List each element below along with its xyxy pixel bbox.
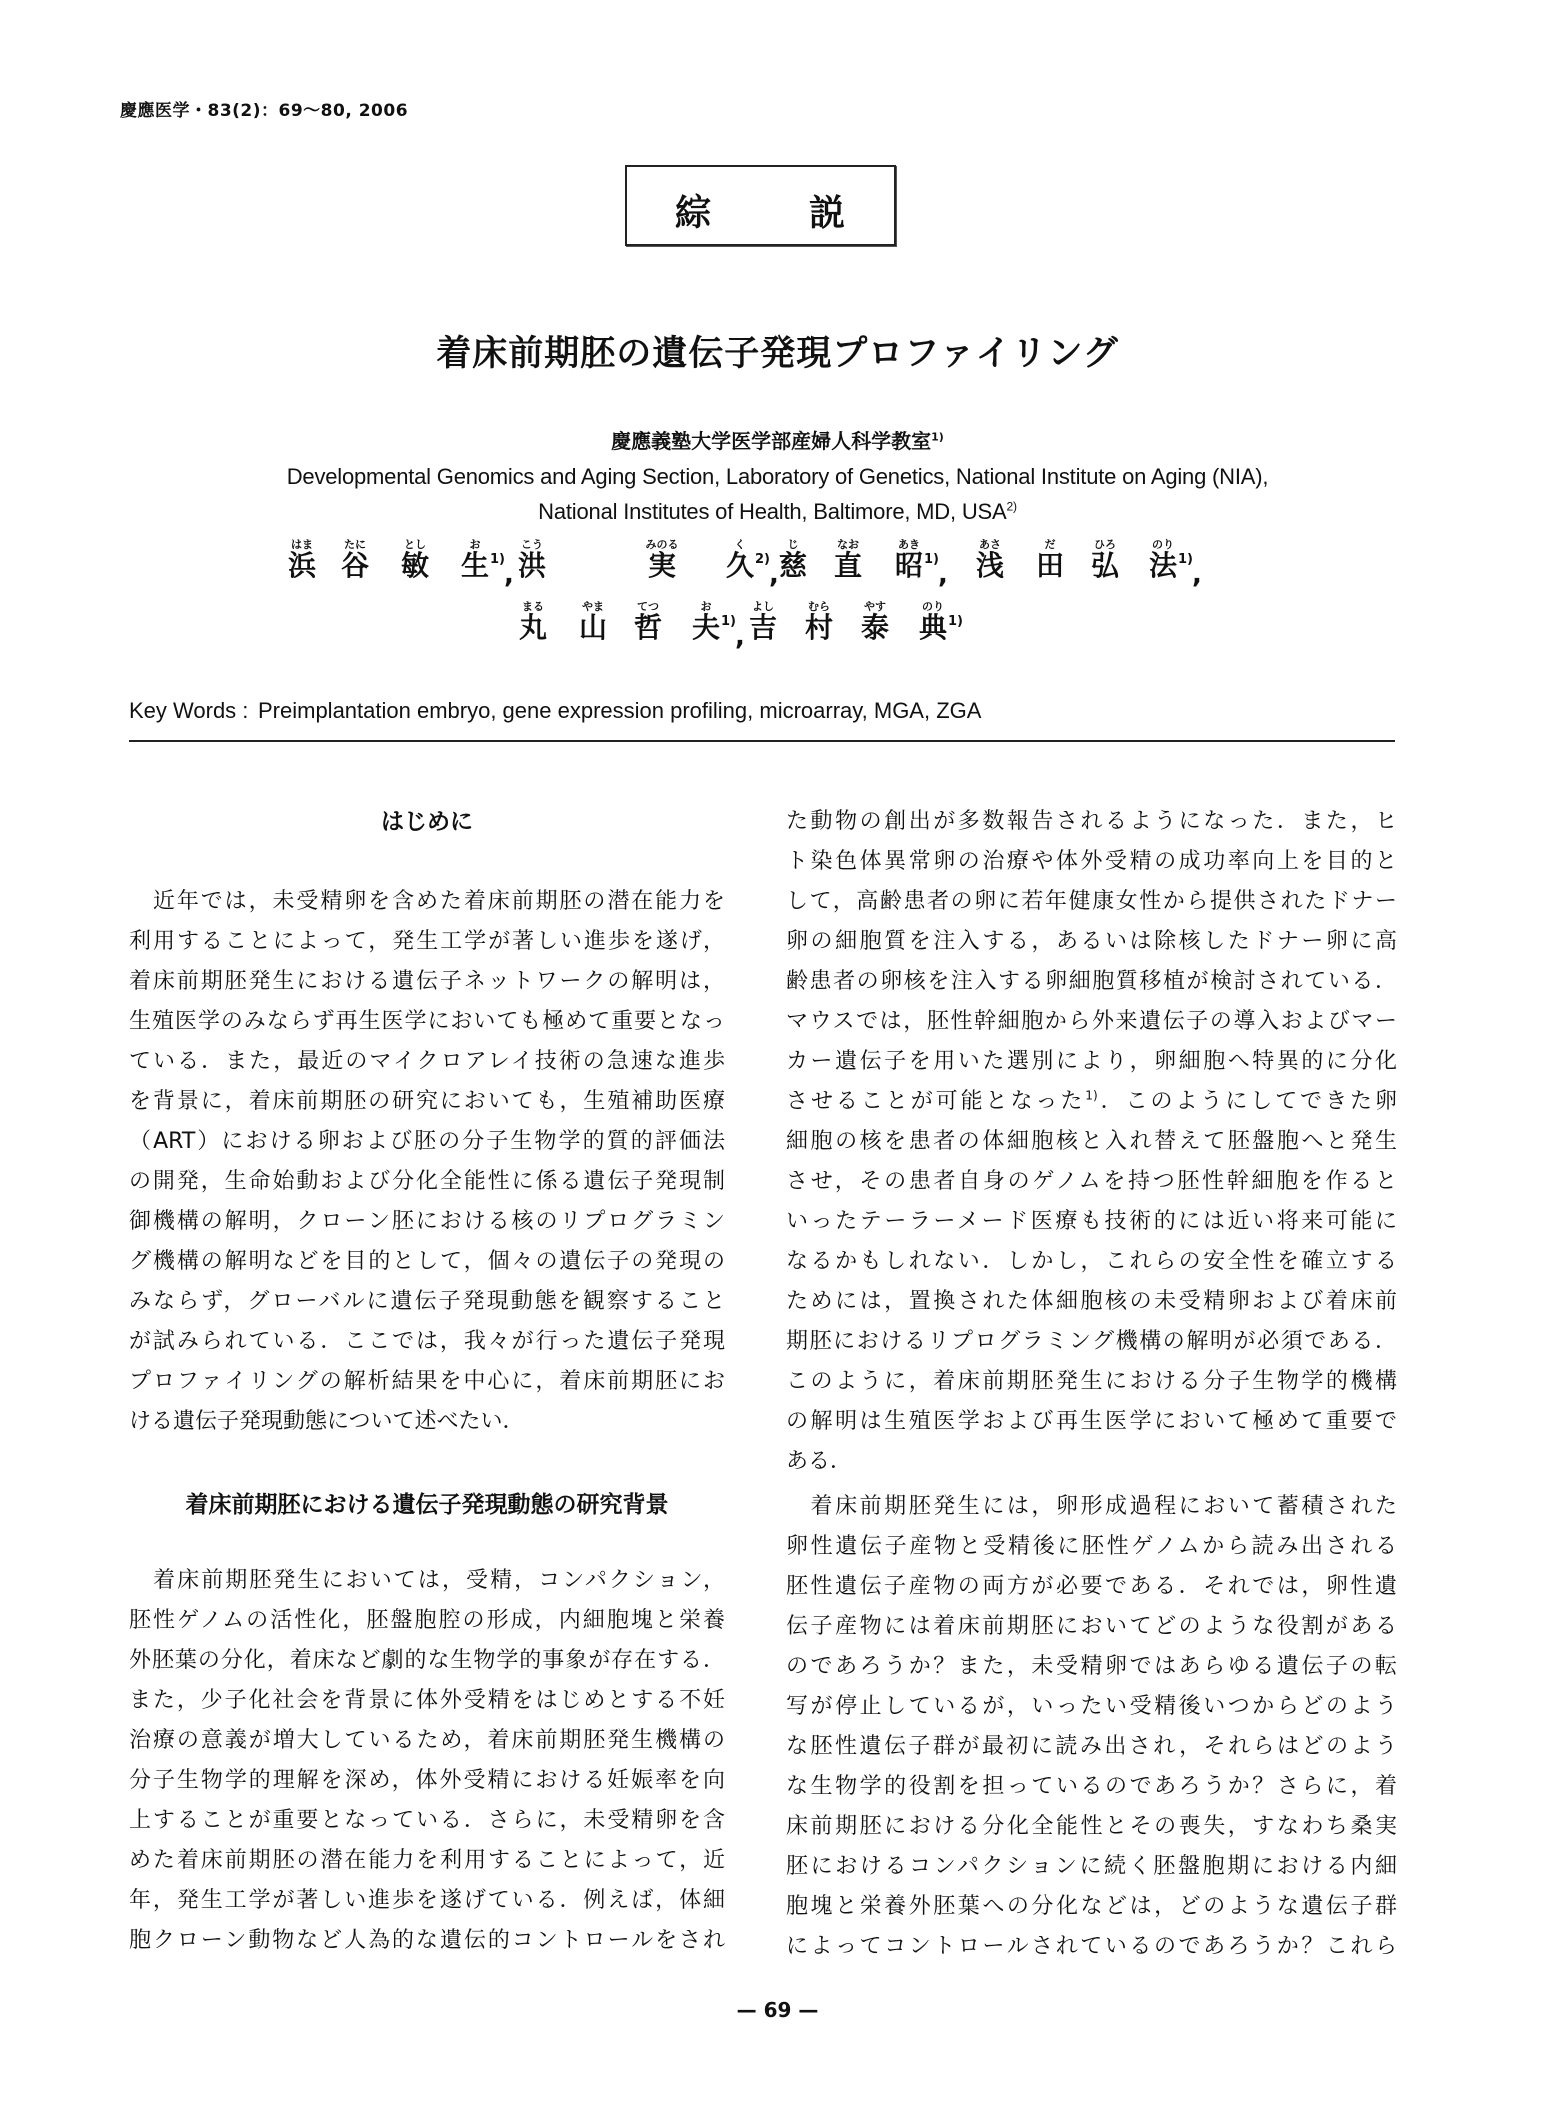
author-name-char [913, 600, 953, 643]
author-name-char [855, 600, 895, 643]
text-line: 写が停止しているが，いったい受精後いつからどのよう [786, 1694, 1397, 1719]
kanji: 洪 [517, 549, 546, 582]
furigana: みのる [645, 538, 679, 551]
furigana: だ [1044, 538, 1056, 551]
author-name-char [642, 538, 682, 581]
affiliation-marker: 2) [755, 552, 770, 567]
furigana: やす [864, 600, 886, 613]
kanji: 夫 [691, 611, 720, 644]
kanji: 丸 [518, 611, 547, 644]
text-line: 着床前期胚発生における遺伝子ネットワークの解明は， [129, 969, 725, 994]
affiliation-marker: 2) [1006, 499, 1017, 514]
furigana: あさ [979, 538, 1001, 551]
kanji: 浜 [287, 549, 316, 582]
text-line: 卵性遺伝子産物と受精後に胚性ゲノムから読み出される [786, 1534, 1397, 1559]
furigana: じ [787, 538, 799, 551]
paragraph-background-2 [786, 1487, 1397, 1967]
article-title: 着床前期胚の遺伝子発現プロファイリング [436, 334, 1119, 374]
text-line: プロファイリングの解析結果を中心に，着床前期胚にお [129, 1369, 725, 1394]
section-heading-background: 着床前期胚における遺伝子発現動態の研究背景 [185, 1492, 669, 1518]
text-line: めた着床前期胚の潜在能力を利用することによって，近 [129, 1848, 725, 1873]
text-line: 利用することによって，発生工学が著しい進歩を遂げ， [129, 929, 725, 954]
author-name-char [282, 538, 322, 581]
text-line: ある． [786, 1449, 853, 1474]
kanji: 法 [1148, 549, 1177, 582]
text-line: ト染色体異常卵の治療や体外受精の成功率向上を目的と [786, 849, 1397, 874]
affiliation-en-line2 [0, 499, 1555, 525]
text-line: 近年では，未受精卵を含めた着床前期胚の潜在能力を [129, 889, 725, 914]
text-line: 生殖医学のみならず再生医学においても極めて重要となっ [129, 1009, 725, 1034]
author-name-char [395, 538, 435, 581]
page-number: — 69 — [736, 1998, 819, 2022]
author-name-char [686, 600, 726, 643]
text-line: 胞クローン動物など人為的な遺伝的コントロールをされ [129, 1928, 725, 1953]
text-line: （ART）における卵および胚の分子生物学的質的評価法 [129, 1129, 725, 1154]
text-line: させ，その患者自身のゲノムを持つ胚性幹細胞を作ると [786, 1169, 1397, 1194]
author-separator: , [735, 622, 745, 652]
text-line: 胚性ゲノムの活性化，胚盤胞腔の形成，内細胞塊と栄養 [129, 1608, 725, 1633]
author-name-char [1030, 538, 1070, 581]
author-name-char [1143, 538, 1183, 581]
text-line: な胚性遺伝子群が最初に読み出され，それらはどのよう [786, 1734, 1397, 1759]
kanji: 久 [725, 549, 754, 582]
kanji: 浅 [975, 549, 1004, 582]
journal-citation: 慶應医学・83(2)：69～80, 2006 [120, 101, 409, 121]
text-line: を背景に，着床前期胚の研究においても，生殖補助医療 [129, 1089, 725, 1114]
citation-marker: 1) [1085, 1088, 1098, 1103]
author-name-char [573, 600, 613, 643]
keywords-value: Preimplantation embryo, gene expression profiling, microarray, MGA, ZGA [258, 698, 982, 723]
text-line: なるかもしれない．しかし，これらの安全性を確立する [786, 1249, 1397, 1274]
author-separator: , [504, 560, 514, 590]
author-name-char [512, 538, 552, 581]
affiliation-marker: 1) [490, 552, 505, 567]
kanji: 谷 [340, 549, 369, 582]
text-line: な生物学的役割を担っているのであろうか？さらに，着 [786, 1774, 1397, 1799]
article-category-char: 綜 [675, 193, 712, 234]
text-line: 卵の細胞質を注入する，あるいは除核したドナー卵に高 [786, 929, 1397, 954]
affiliation-marker: 1) [924, 552, 939, 567]
keywords-label: Key Words : [129, 698, 249, 723]
furigana: やま [582, 600, 604, 613]
affiliation-en-line1: Developmental Genomics and Aging Section, Laboratory of Genetics, National Institute on Aging (NIA), [286, 464, 1269, 489]
author-name-char [773, 538, 813, 581]
text-line: 分子生物学的理解を深め，体外受精における妊娠率を向 [129, 1768, 725, 1793]
furigana: よし [752, 600, 774, 613]
furigana: のり [1152, 538, 1174, 551]
furigana: ひろ [1094, 538, 1116, 551]
author-name-char [628, 600, 668, 643]
furigana: あき [898, 538, 920, 551]
article-category-char: 説 [809, 193, 846, 234]
text-line: 齢患者の卵核を注入する卵細胞質移植が検討されている． [786, 969, 1397, 994]
text-line: して，高齢患者の卵に若年健康女性から提供されたドナー [786, 889, 1397, 914]
section-heading-intro: はじめに [381, 809, 473, 835]
affiliation-jp-text: 慶應義塾大学医学部産婦人科学教室 [611, 429, 932, 453]
paragraph-intro [129, 882, 725, 1442]
text-line: 着床前期胚発生においては，受精，コンパクション， [129, 1568, 725, 1593]
text-line: 細胞の核を患者の体細胞核と入れ替えて胚盤胞へと発生 [786, 1129, 1397, 1154]
affiliation-marker: 1) [931, 430, 944, 444]
kanji: 田 [1035, 549, 1064, 582]
kanji: 慈 [778, 549, 807, 582]
text-line: の開発，生命始動および分化全能性に係る遺伝子発現制 [129, 1169, 725, 1194]
text-line: ためには，置換された体細胞核の未受精卵および着床前 [786, 1289, 1397, 1314]
text-segment: ．このようにしてできた卵 [1097, 1089, 1397, 1114]
text-line: カー遺伝子を用いた選別により，卵細胞へ特異的に分化 [786, 1049, 1397, 1074]
paragraph-background-1 [129, 1561, 725, 1961]
text-line: ている．また，最近のマイクロアレイ技術の急速な進歩 [129, 1049, 725, 1074]
author-name-char [743, 600, 783, 643]
text-line: によってコントロールされているのであろうか？これら [786, 1934, 1397, 1959]
text-line: 着床前期胚発生には，卵形成過程において蓄積された [786, 1494, 1397, 1519]
text-line: また，少子化社会を背景に体外受精をはじめとする不妊 [129, 1688, 725, 1713]
text-line: 上することが重要となっている．さらに，未受精卵を含 [129, 1808, 725, 1833]
affiliation-marker: 1) [1178, 552, 1193, 567]
author-name-char [455, 538, 495, 581]
author-name-char [828, 538, 868, 581]
kanji: 昭 [894, 549, 923, 582]
text-line: 床前期胚における分化全能性とその喪失，すなわち桑実 [786, 1814, 1397, 1839]
furigana: お [469, 538, 481, 551]
kanji: 弘 [1090, 549, 1119, 582]
furigana: はま [291, 538, 313, 551]
furigana: く [734, 538, 746, 551]
author-separator: , [769, 560, 779, 590]
kanji: 哲 [633, 611, 662, 644]
text-line: の解明は生殖医学および再生医学において極めて重要で [786, 1409, 1397, 1434]
furigana: たに [344, 538, 366, 551]
text-line [786, 1082, 1397, 1122]
text-line: グ機構の解明などを目的として，個々の遺伝子の発現の [129, 1249, 725, 1274]
kanji: 直 [833, 549, 862, 582]
text-line: 外胚葉の分化，着床など劇的な生物学的事象が存在する． [129, 1648, 725, 1673]
paragraph-background-1-continued [786, 802, 1397, 1482]
text-line: 胚におけるコンパクションに続く胚盤胞期における内細 [786, 1854, 1397, 1879]
kanji: 泰 [860, 611, 889, 644]
text-line: 胞塊と栄養外胚葉への分化などは，どのような遺伝子群 [786, 1894, 1397, 1919]
furigana: むら [808, 600, 830, 613]
author-name-char [720, 538, 760, 581]
author-name-char [799, 600, 839, 643]
kanji: 山 [578, 611, 607, 644]
affiliation-marker: 1) [721, 614, 736, 629]
author-separator: , [1192, 560, 1202, 590]
affiliation-marker: 1) [948, 614, 963, 629]
furigana: まる [522, 600, 544, 613]
furigana: のり [922, 600, 944, 613]
furigana: お [700, 600, 712, 613]
kanji: 吉 [748, 611, 777, 644]
author-separator: , [938, 560, 948, 590]
kanji: 典 [918, 611, 947, 644]
text-line: た動物の創出が多数報告されるようになった．また，ヒ [786, 809, 1397, 834]
furigana: なお [837, 538, 859, 551]
text-line: 治療の意義が増大しているため，着床前期胚発生機構の [129, 1728, 725, 1753]
author-name-char [970, 538, 1010, 581]
kanji: 実 [647, 549, 676, 582]
text-line: いったテーラーメード医療も技術的には近い将来可能に [786, 1209, 1397, 1234]
text-line: のであろうか？また，未受精卵ではあらゆる遺伝子の転 [786, 1654, 1397, 1679]
affiliation-en-text: National Institutes of Health, Baltimore, MD, USA [538, 499, 1007, 524]
text-line: 期胚におけるリプログラミング機構の解明が必須である． [786, 1329, 1397, 1354]
affiliation-jp [0, 425, 1555, 454]
text-line: 胚性遺伝子産物の両方が必要である．それでは，卵性遺 [786, 1574, 1397, 1599]
text-line: ける遺伝子発現動態について述べたい． [129, 1409, 525, 1434]
text-line: 御機構の解明，クローン胚における核のリプログラミン [129, 1209, 725, 1234]
furigana: てつ [637, 600, 659, 613]
text-line: が試みられている．ここでは，我々が行った遺伝子発現 [129, 1329, 725, 1354]
text-segment: させることが可能となった [786, 1089, 1086, 1114]
kanji: 生 [460, 549, 489, 582]
author-name-char [513, 600, 553, 643]
kanji: 村 [804, 611, 833, 644]
text-line: 年，発生工学が著しい進歩を遂げている．例えば，体細 [129, 1888, 725, 1913]
text-line: マウスでは，胚性幹細胞から外来遺伝子の導入およびマー [786, 1009, 1397, 1034]
furigana: とし [404, 538, 426, 551]
author-name-char [335, 538, 375, 581]
text-line: みならず，グローバルに遺伝子発現動態を観察すること [129, 1289, 725, 1314]
furigana: こう [521, 538, 543, 551]
text-line: 伝子産物には着床前期胚においてどのような役割がある [786, 1614, 1397, 1639]
article-category-box [625, 165, 896, 246]
kanji: 敏 [400, 549, 429, 582]
header-divider [129, 740, 1395, 742]
author-name-char [889, 538, 929, 581]
author-list [0, 538, 1555, 658]
author-name-char [1085, 538, 1125, 581]
text-line: このように，着床前期胚発生における分子生物学的機構 [786, 1369, 1397, 1394]
